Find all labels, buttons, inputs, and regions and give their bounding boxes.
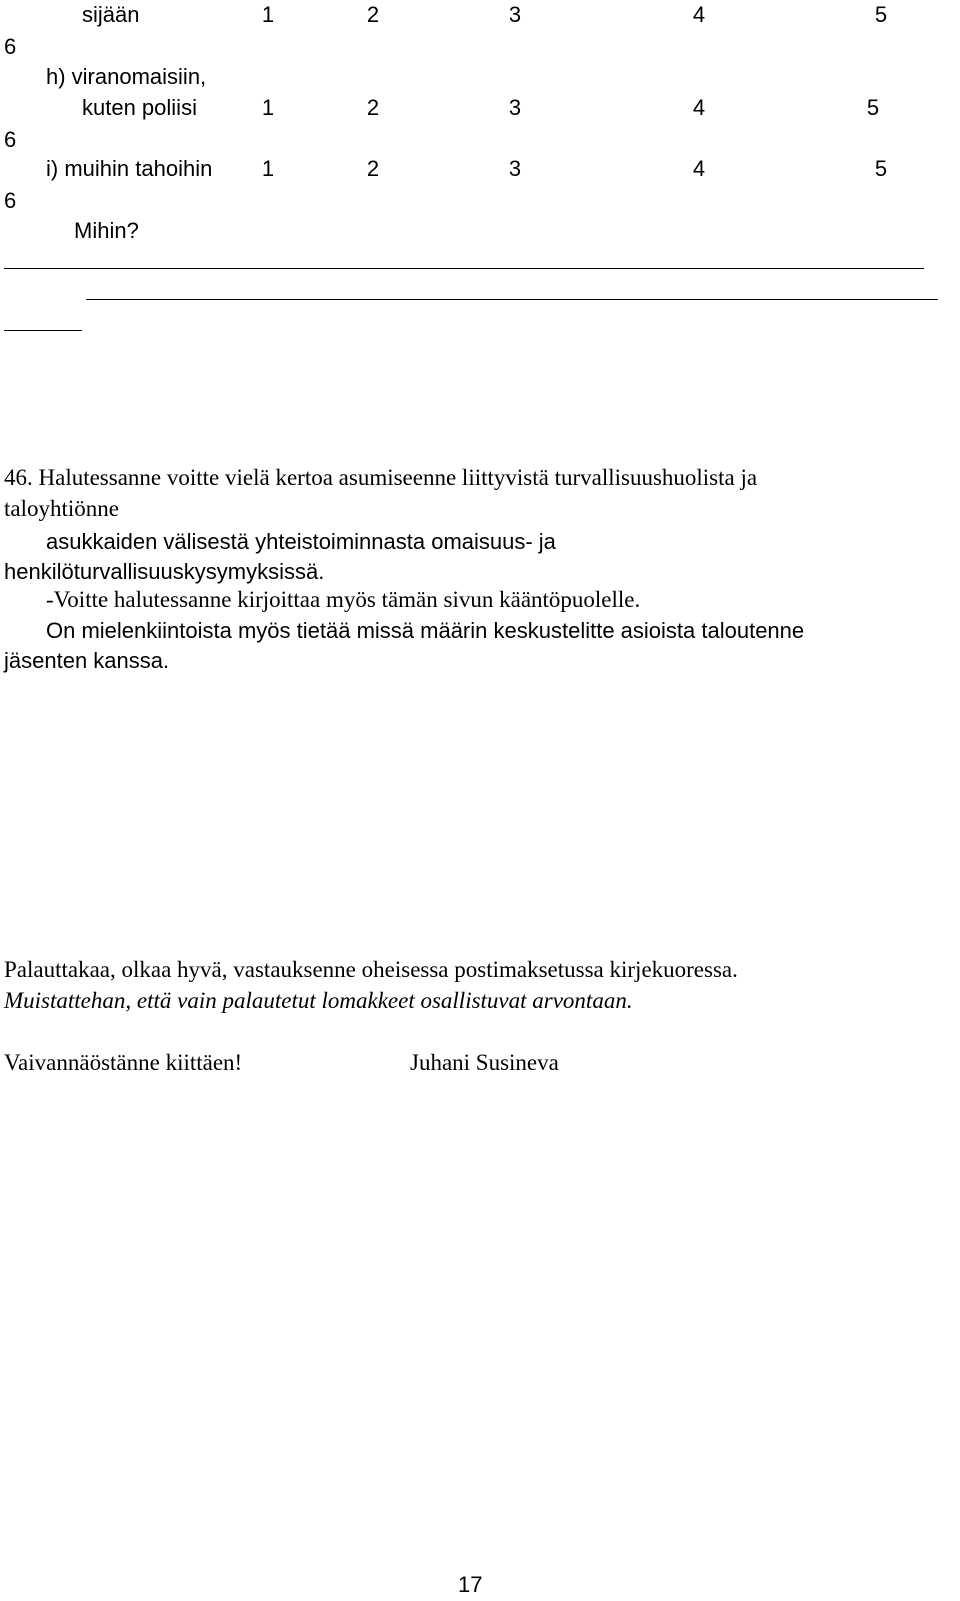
scale-2[interactable]: 2 [366,2,380,27]
scale-2[interactable]: 2 [366,95,380,120]
scale-5[interactable]: 5 [874,156,888,181]
question-46-line2: taloyhtiönne [4,496,119,521]
question-46-line1: 46. Halutessanne voitte vielä kertoa asumiseenne liittyvistä turvallisuushuolista ja [4,465,758,490]
answer-line-3[interactable] [4,330,82,331]
question-46-line7: jäsenten kanssa. [4,648,170,673]
row-label-sijaan: sijään [82,2,140,27]
author-name: Juhani Susineva [410,1050,559,1075]
return-instructions: Palauttakaa, olkaa hyvä, vastauksenne oheisessa postimaksetussa kirjekuoressa. [4,957,738,982]
scale-4[interactable]: 4 [692,2,706,27]
scale-6[interactable]: 6 [4,34,17,59]
row-label-h-line2: kuten poliisi [82,95,197,120]
scale-6[interactable]: 6 [4,188,17,213]
row-label-i: i) muihin tahoihin [46,156,213,181]
scale-2[interactable]: 2 [366,156,380,181]
scale-5[interactable]: 5 [874,2,888,27]
scale-6[interactable]: 6 [4,127,17,152]
scale-3[interactable]: 3 [508,2,522,27]
scale-3[interactable]: 3 [508,156,522,181]
question-46-line3: asukkaiden välisestä yhteistoiminnasta omaisuus- ja [46,529,556,554]
scale-1[interactable]: 1 [261,2,275,27]
scale-4[interactable]: 4 [692,156,706,181]
mihin-label: Mihin? [74,218,139,243]
thanks-text: Vaivannäöstänne kiittäen! [4,1050,243,1075]
scale-4[interactable]: 4 [692,95,706,120]
scale-3[interactable]: 3 [508,95,522,120]
answer-line-1[interactable] [4,268,924,269]
answer-line-2[interactable] [86,299,938,300]
page-number: 17 [458,1572,483,1597]
scale-5[interactable]: 5 [866,95,880,120]
scale-1[interactable]: 1 [261,156,275,181]
row-label-h-line1: h) viranomaisiin, [46,64,207,89]
lottery-reminder: Muistattehan, että vain palautetut lomakkeet osallistuvat arvontaan. [4,988,633,1013]
question-46-line5: -Voitte halutessanne kirjoittaa myös tämän sivun kääntöpuolelle. [46,587,641,612]
question-46-line4: henkilöturvallisuuskysymyksissä. [4,559,325,584]
scale-1[interactable]: 1 [261,95,275,120]
question-46-line6: On mielenkiintoista myös tietää missä määrin keskustelitte asioista taloutenne [46,618,805,643]
